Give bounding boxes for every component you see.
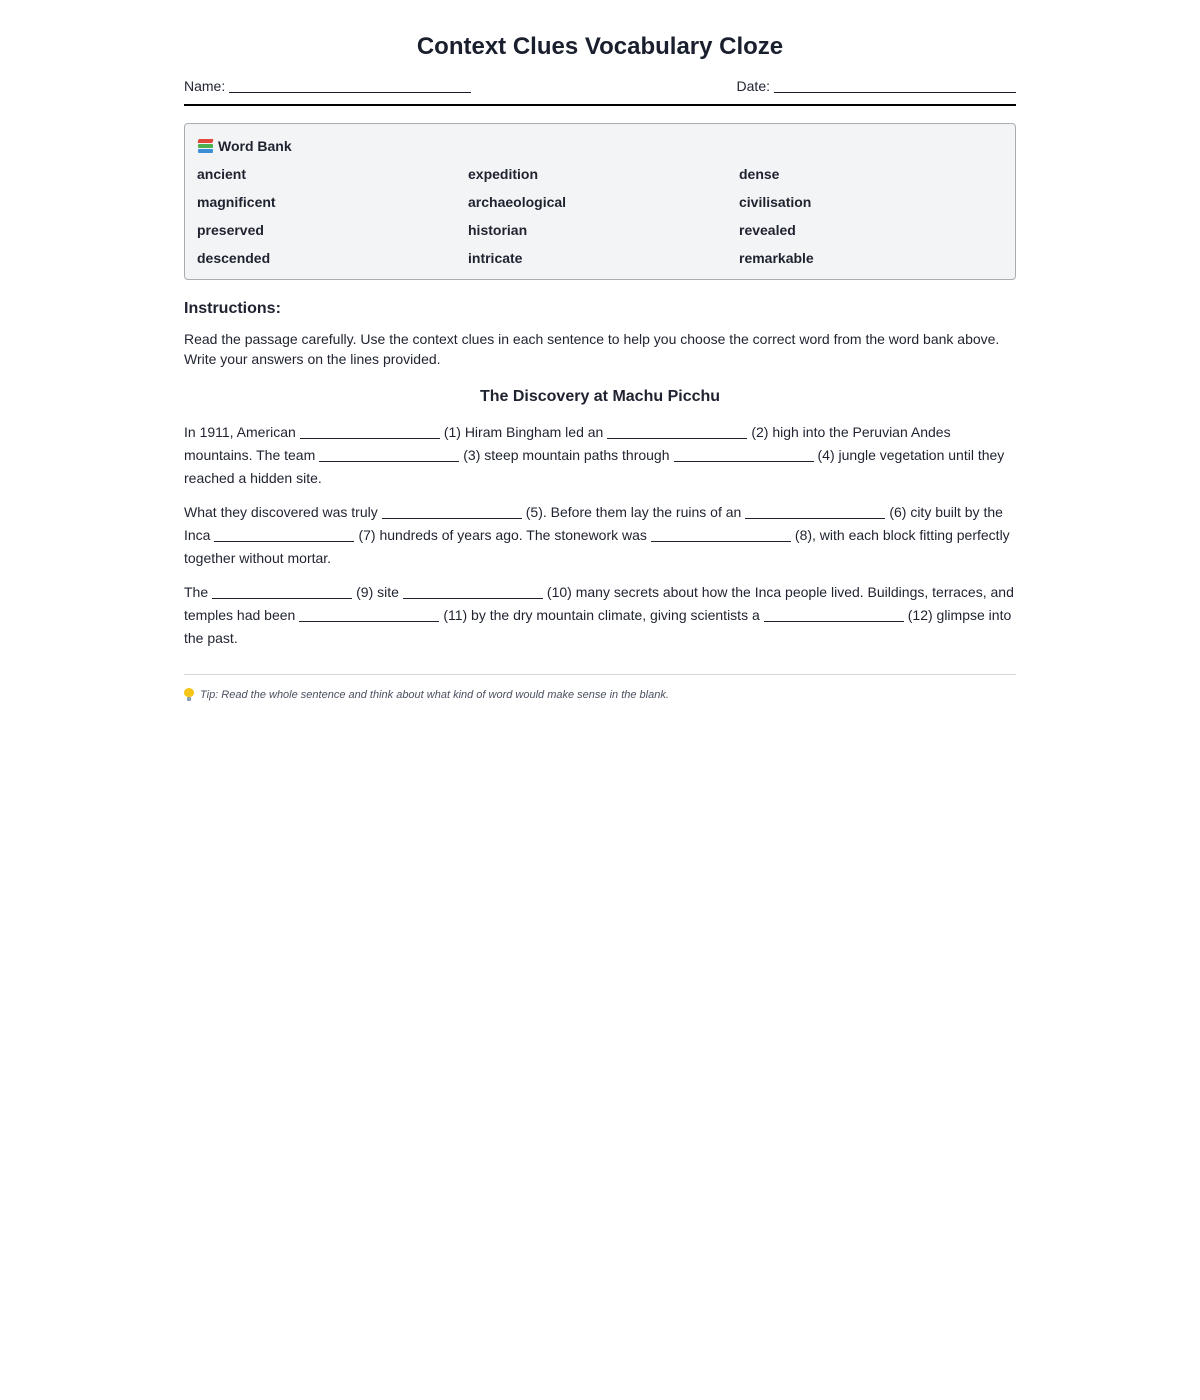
word-bank-word: intricate [468,250,523,266]
passage-text: (12) glimpse into the past. [184,607,1012,646]
date-label: Date: [736,78,770,94]
answer-blank-11[interactable] [299,608,439,622]
word-bank-word: dense [739,166,780,182]
word-bank-word: expedition [468,166,539,182]
passage-text: In 1911, American [184,424,296,440]
word-bank-word: ancient [197,166,247,182]
passage-text: (8), with each block fitting perfectly together without mortar. [184,527,1010,566]
passage-text: (1) Hiram Bingham led an [443,424,604,440]
answer-blank-5[interactable] [382,505,522,519]
passage-paragraph-2 [184,501,1016,570]
page-title: Context Clues Vocabulary Cloze [416,33,784,60]
date-input-line[interactable] [774,79,1016,93]
word-bank-word: historian [468,222,528,238]
passage-text: The [184,584,209,600]
passage-text: (10) many secrets about how the Inca people lived. Buildings, terraces, and temples had been [184,584,1014,623]
instructions-heading: Instructions: [184,300,281,317]
passage-text: (5). Before them lay the ruins of an [525,504,742,520]
word-bank-word: archaeological [468,194,567,210]
word-bank-word: preserved [197,222,264,238]
books-icon [197,139,214,153]
word-bank-heading [197,137,1003,155]
name-label: Name: [184,78,226,94]
answer-blank-4[interactable] [674,448,814,462]
word-bank-title: Word Bank [218,138,292,154]
name-field [184,78,471,94]
passage-text: (9) site [356,584,399,600]
passage-paragraph-3 [184,581,1016,650]
word-bank-word: magnificent [197,194,276,210]
word-bank-word: remarkable [739,250,814,266]
passage-text: (2) high into the Peruvian Andes mountains. The team [184,424,951,463]
word-bank-word: civilisation [739,194,812,210]
name-date-row [184,78,1016,106]
answer-blank-3[interactable] [319,448,459,462]
tip-text: Tip: Read the whole sentence and think about what kind of word would make sense in the blank. [200,688,669,701]
passage-title: The Discovery at Machu Picchu [479,388,721,405]
passage-text: (4) jungle vegetation until they reached a hidden site. [184,447,1005,486]
passage-text: (7) hundreds of years ago. The stonework was [358,527,647,543]
answer-blank-10[interactable] [403,585,543,599]
worksheet-page [184,0,1016,701]
passage-text: What they discovered was truly [184,504,378,520]
word-bank-word: revealed [739,222,796,238]
lightbulb-icon [184,688,194,701]
answer-blank-9[interactable] [212,585,352,599]
answer-blank-8[interactable] [651,528,791,542]
name-input-line[interactable] [229,79,471,93]
passage-text: (6) city built by the Inca [184,504,1003,543]
answer-blank-1[interactable] [300,425,440,439]
answer-blank-2[interactable] [607,425,747,439]
tip-footer [184,674,1016,701]
answer-blank-7[interactable] [214,528,354,542]
word-bank-word: descended [197,250,271,266]
answer-blank-6[interactable] [745,505,885,519]
instructions-text: Read the passage carefully. Use the context clues in each sentence to help you choose the correct word from the word bank above. Write your answers on the lines provided. [184,331,1000,367]
passage-paragraph-1 [184,421,1016,490]
passage-text: (3) steep mountain paths through [463,447,670,463]
date-field [737,78,1016,94]
word-bank-grid [197,165,1003,267]
answer-blank-12[interactable] [764,608,904,622]
passage-text: (11) by the dry mountain climate, giving scientists a [443,607,760,623]
word-bank [184,123,1016,280]
